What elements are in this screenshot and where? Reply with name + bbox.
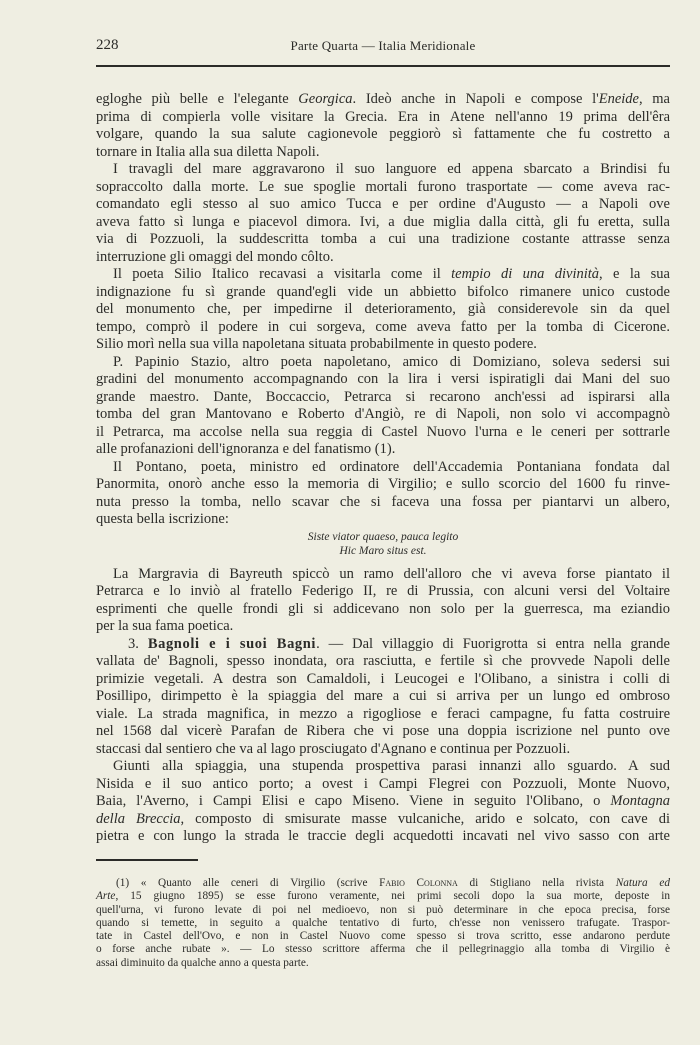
italic-text: Montagna	[610, 793, 670, 809]
text-run: interruzione gli omaggi del mondo côlto.	[96, 248, 334, 265]
body-text	[96, 91, 670, 846]
text-run: il Petrarca, ma accolse nella sua reggia di Castel Nuovo l'urna e le ceneri per sottrarle	[96, 423, 670, 440]
paragraph	[96, 91, 670, 161]
text-line	[96, 917, 670, 930]
text-line	[96, 511, 670, 529]
paragraph	[96, 161, 670, 266]
paragraph	[96, 566, 670, 636]
inscription-line: Hic Maro situs est.	[339, 544, 427, 557]
text-run: (1) « Quanto alle ceneri di Virgilio (scrive	[116, 877, 380, 889]
text-line	[96, 688, 670, 706]
paragraphs-after-inscription	[96, 566, 670, 846]
paragraph	[96, 636, 670, 759]
text-run: staccasi dal sentiero che va al lago prosciugato d'Agnano e continua per Pozzuoli.	[96, 740, 571, 757]
text-line	[96, 284, 670, 302]
italic-text: tempio di una divinità	[451, 266, 600, 282]
text-line	[96, 371, 670, 389]
text-line	[96, 441, 670, 459]
text-line	[96, 319, 670, 337]
text-run: sopraccolto dalla morte. Le sue spoglie mortali furono trasportate — come aveva rac-	[96, 178, 670, 195]
text-line	[96, 214, 670, 232]
text-line	[96, 389, 670, 407]
paragraph	[96, 354, 670, 459]
text-line	[96, 144, 670, 162]
paragraph	[96, 266, 670, 354]
text-run: . Ideò anche in Napoli e compose l'	[352, 91, 599, 107]
text-run: assai diminuito da qualche anno a questa parte.	[96, 956, 309, 969]
text-line	[96, 126, 670, 144]
running-header: Parte Quarta — Italia Meridionale	[290, 38, 476, 53]
text-run: questa bella iscrizione:	[96, 511, 229, 527]
footnote	[96, 877, 670, 970]
text-line	[96, 494, 670, 512]
text-line	[96, 653, 670, 671]
text-run: , composto di smisurate masse vulcaniche, arido e solcato, con cave di	[180, 810, 670, 827]
text-line	[96, 476, 670, 494]
text-line	[96, 758, 670, 776]
italic-text: Eneide	[598, 91, 639, 107]
text-run: , 15 giugno 1895) se esse furono veramente, nei primi secoli dopo la sua morte, deposte in	[115, 890, 670, 903]
text-run: egloghe più belle e l'elegante	[96, 91, 299, 107]
text-line	[96, 266, 670, 284]
text-run: via di Pozzuoli, la suddescritta tomba a cui una tradizione costante attrasse senza	[96, 231, 670, 247]
text-run: grande maestro. Dante, Boccaccio, Petrarca si recarono anch'essi ad ispirarsi alla	[96, 388, 670, 405]
text-line	[96, 957, 670, 970]
text-run: quando si temette, in seguito a qualche tentativo di furto, ch'esse non venissero trafugate. Traspor-	[96, 916, 670, 929]
text-line	[96, 91, 670, 109]
text-run: pietra e con lungo la strada le traccie degli acquedotti incavati nel vivo sasso con arte	[96, 828, 670, 844]
text-line	[96, 109, 670, 127]
italic-text: Natura ed	[615, 877, 670, 889]
text-line	[96, 354, 670, 372]
text-run: tornare in Italia alla sua diletta Napoli.	[96, 143, 320, 160]
text-run: per la sua fama poetica.	[96, 618, 234, 634]
text-run: tomba del gran Mantovano e Roberto d'Angiò, re di Napoli, non solo vi accompagnò	[96, 406, 670, 422]
header-rule	[96, 65, 670, 67]
text-line	[96, 706, 670, 724]
text-run: Panormita, onorò anche esso la memoria di Virgilio; e sullo scorcio del 1600 fu rinve-	[96, 476, 670, 492]
inscription-line: Siste viator quaeso, pauca legito	[307, 530, 459, 543]
italic-text: Arte	[96, 890, 116, 903]
section-heading: Bagnoli e i suoi Bagni	[147, 635, 317, 652]
text-run: indignazione fu sì grande quand'egli vide un abbietto bifolco rimanere unico custode	[96, 283, 670, 300]
footnote-rule	[96, 859, 198, 861]
text-line	[96, 877, 670, 890]
text-run: quell'urna, vi furono levate di poi nel medioevo, non si può determinare in che epoca precisa, forse	[96, 903, 670, 916]
text-line	[96, 424, 670, 442]
text-run: tempo, comprò il podere in cui sorgeva, come aveva fatto per la tomba di Cicerone.	[96, 318, 670, 335]
text-run: Baia, l'Averno, i Campi Elisi e capo Miseno. Viene in seguito l'Olibano, o	[96, 793, 611, 809]
text-line	[96, 741, 670, 759]
text-run: Il poeta Silio Italico recavasi a visitarla come il	[113, 266, 452, 282]
small-caps-name: Fabio Colonna	[379, 877, 458, 889]
text-run: gradini del monumento accompagnando con la lira i versi ispiratigli dai Mani del suo	[96, 371, 670, 387]
text-run: , ma	[638, 91, 670, 107]
text-run: di Stigliano nella rivista	[457, 877, 616, 889]
text-line	[96, 723, 670, 741]
text-line	[96, 793, 670, 811]
text-run: nuta presso la tomba, nello scavar che si faceva una fossa per piantarvi un albero,	[96, 493, 670, 510]
text-line	[96, 890, 670, 903]
italic-text: della Breccia	[96, 810, 181, 827]
page-number: 228	[96, 37, 119, 53]
text-run: I travagli del mare aggravarono il suo languore ed appena sbarcato a Brindisi fu	[113, 161, 670, 177]
paragraphs-before-inscription	[96, 91, 670, 529]
text-line	[96, 179, 670, 197]
text-line	[96, 671, 670, 689]
paragraph	[96, 459, 670, 529]
text-run: nel 1568 dal vicerè Parafan de Ribera che vi pose una doppia iscrizione nel punto ove	[96, 723, 670, 739]
text-run: alle profanazioni dell'ignoranza e del fanatismo (1).	[96, 441, 396, 457]
inscription	[96, 530, 670, 558]
text-run: Il Pontano, poeta, ministro ed ordinatore dell'Accademia Pontaniana fondata dal	[113, 458, 670, 475]
text-run: 3.	[128, 635, 148, 652]
text-run: esprimenti che quelle frondi gli si addicevano non solo per la guerresca, ma eziandio	[96, 600, 670, 617]
text-run: viale. La strada magnifica, in mezzo a rigogliose e feraci campagne, fu fatta costruire	[96, 705, 670, 722]
paragraph	[96, 758, 670, 846]
text-line	[96, 904, 670, 917]
text-run: P. Papinio Stazio, altro poeta napoletano, amico di Domiziano, soleva sedersi sui	[113, 353, 670, 370]
text-run: , e la sua	[599, 266, 670, 282]
text-line	[96, 828, 670, 846]
text-line	[96, 943, 670, 956]
text-line	[96, 618, 670, 636]
text-run: o forse anche rubate ». — Lo stesso scrittore afferma che il pellegrinaggio alla tomba di Virgilio è	[96, 943, 670, 956]
text-run: aveva fatto sì lunga e piacevol dimora. Ivi, a due miglia dalla città, gli fu eretta, sulla	[96, 213, 670, 230]
text-run: La Margravia di Bayreuth spiccò un ramo dell'alloro che vi aveva forse piantato il	[113, 565, 670, 582]
text-line	[96, 301, 670, 319]
text-line	[96, 583, 670, 601]
text-run: Posillipo, dirimpetto è la spiaggia del mare a cui si arriva per un lungo ed ombroso	[96, 688, 670, 704]
text-run: . — Dal villaggio di Fuorigrotta si entra nella grande	[316, 635, 670, 652]
text-line	[96, 459, 670, 477]
text-line	[96, 811, 670, 829]
text-run: Nisida e il suo antico porto; a ovest i Campi Flegrei con Pozzuoli, Monte Nuovo,	[96, 775, 670, 792]
text-run: comandato egli stesso al suo amico Tucca e per ordine d'Augusto — a Napoli ove	[96, 196, 670, 212]
text-line	[96, 336, 670, 354]
text-line	[96, 249, 670, 267]
text-run: del monumento che, per impedirne il deterioramento, già considerevole sin da quel	[96, 301, 670, 317]
text-run: prima di compierla volle visitare la Grecia. Era in Atene nell'anno 19 prima dell'êra	[96, 108, 670, 125]
text-line	[96, 566, 670, 584]
text-run: Silio morì nella sua villa napoletana situata probabilmente in questo podere.	[96, 336, 537, 352]
text-run: Petrarca e lo inviò al fratello Federigo II, re di Prussia, con alcuni versi del Voltaire	[96, 583, 670, 599]
text-line	[96, 601, 670, 619]
text-line	[96, 776, 670, 794]
text-run: primizie vegetali. A destra son Camaldoli, i Leucogei e l'Olibano, a sinistra i colli di	[96, 670, 670, 687]
text-line	[96, 231, 670, 249]
text-run: vallata de' Bagnoli, spesso inondata, ora rasciutta, e fertile sì che provvede Napoli delle	[96, 653, 670, 669]
text-line	[96, 930, 670, 943]
text-line	[96, 406, 670, 424]
text-line	[96, 196, 670, 214]
text-run: Giunti alla spiaggia, una stupenda prospettiva parasi innanzi allo sguardo. A sud	[113, 758, 670, 774]
text-line	[96, 636, 670, 654]
paragraph	[96, 877, 670, 970]
text-run: tate in Castel dell'Ovo, e non in Castel Nuovo come spesso si trova scritto, esse andarono perdute	[96, 930, 670, 943]
italic-text: Georgica	[298, 91, 353, 107]
text-run: volgare, quando la sua salute cagionevole peggiorò sì fattamente che fu costretto a	[96, 126, 670, 142]
text-line	[96, 161, 670, 179]
